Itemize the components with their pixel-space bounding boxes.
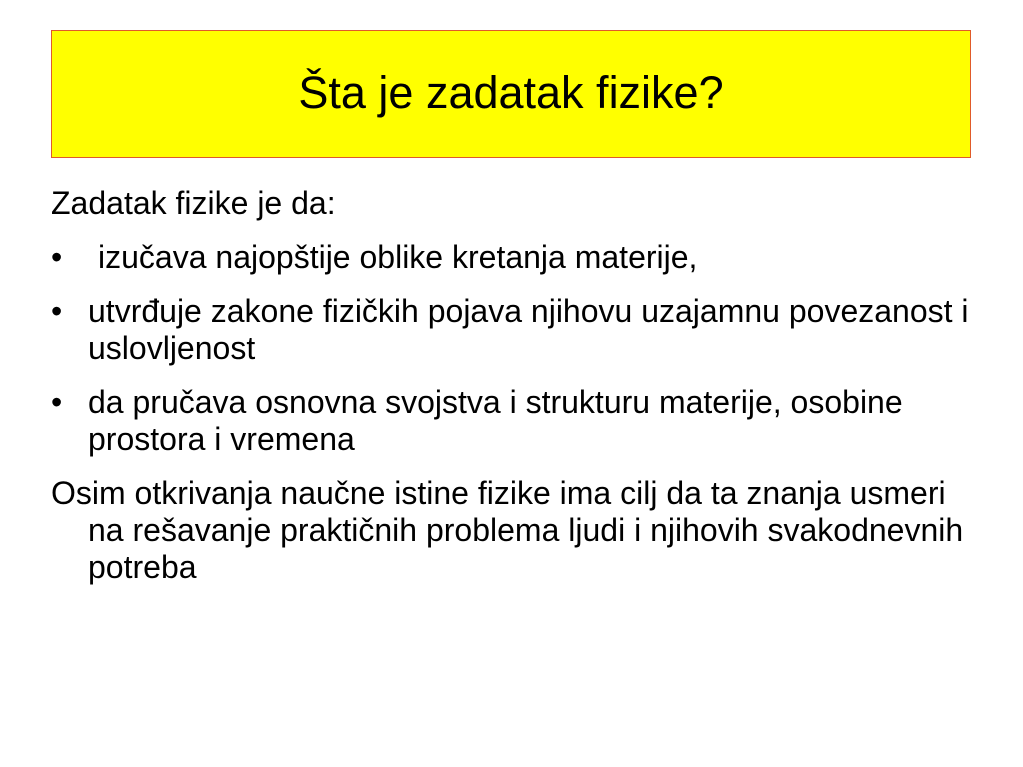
bullet-item (51, 239, 981, 276)
bullet-text: izučava najopštije oblike kretanja materije, (98, 239, 698, 275)
slide-body (51, 185, 981, 603)
bullet-item (51, 384, 981, 458)
slide-title: Šta je zadatak fizike? (298, 66, 724, 118)
title-box (51, 30, 971, 158)
bullet-marker: • (51, 384, 63, 420)
intro-text: Zadatak fizike je da: (51, 185, 336, 221)
bullet-text: utvrđuje zakone fizičkih pojava njihovu uzajamnu povezanost i uslovljenost (88, 293, 969, 366)
bullet-text: da pručava osnovna svojstva i strukturu materije, osobine prostora i vremena (88, 384, 903, 457)
closing-paragraph: Osim otkrivanja naučne istine fizike ima cilj da ta znanja usmeri na rešavanje praktičnih problema ljudi i njihovih svakodnevnih potreba (51, 475, 964, 585)
bullet-marker: • (51, 239, 63, 275)
bullet-marker: • (51, 293, 63, 329)
bullet-item (51, 293, 981, 367)
